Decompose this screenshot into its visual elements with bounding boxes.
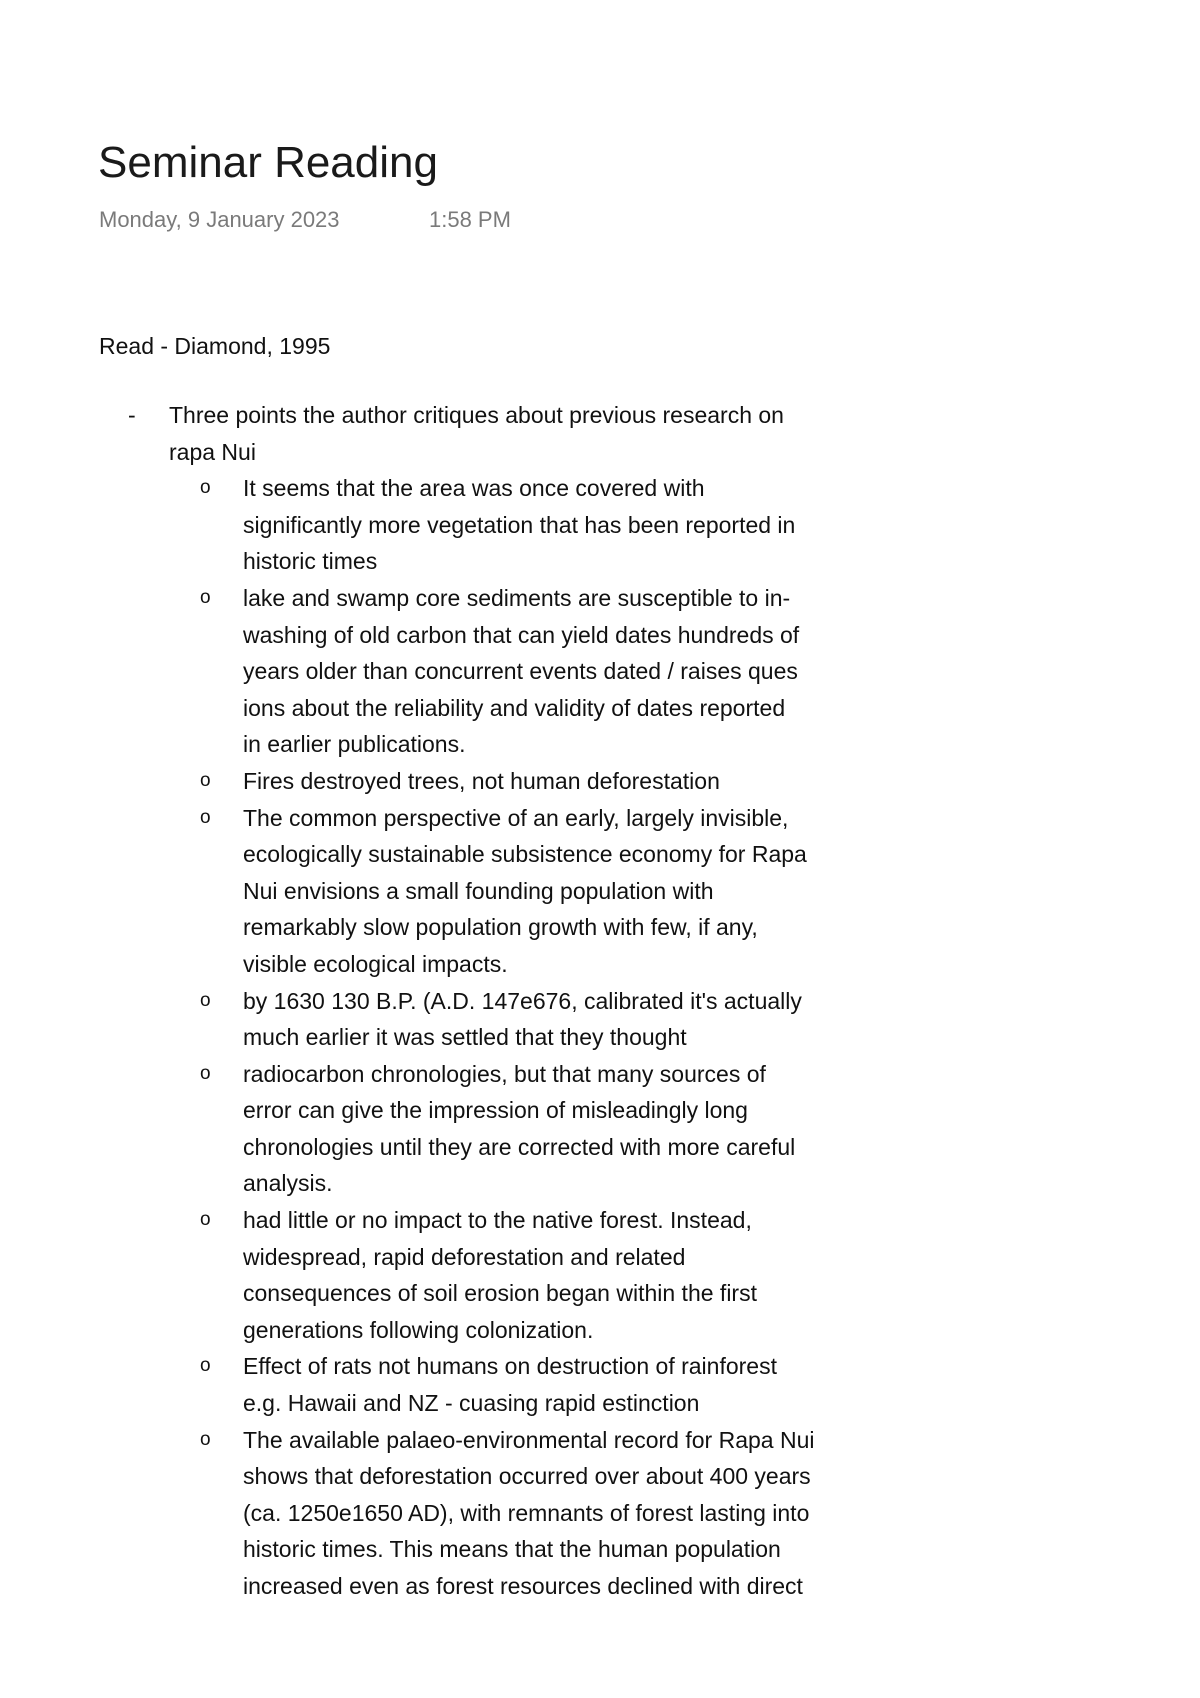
circle-bullet-icon: o [200,806,211,828]
list-item-line: historic times. This means that the human population [243,1536,781,1563]
list-item-line: increased even as forest resources declined with direct [243,1573,803,1599]
list-item-line: widespread, rapid deforestation and related [243,1243,686,1270]
list-item-line: error can give the impression of misleadingly long [243,1097,748,1124]
list-item-line: in earlier publications. [243,731,466,758]
circle-bullet-icon: o [200,1428,211,1450]
note-time: 1:58 PM [429,207,511,232]
dash-bullet: - [128,402,136,428]
list-item-line: analysis. [243,1170,333,1197]
list-item-line: consequences of soil erosion began within the first [243,1280,757,1307]
list-item-line: Effect of rats not humans on destruction of rainforest [243,1353,777,1380]
top-list-item [0,397,919,470]
list-item-line: lake and swamp core sediments are susceptible to in- [243,584,791,611]
sub-list-item [0,1422,933,1605]
list-item-line: years older than concurrent events dated / raises ques [243,658,798,685]
list-item-line: Nui envisions a small founding population with [243,877,714,904]
circle-bullet-icon: o [200,989,211,1011]
note-date: Monday, 9 January 2023 [99,207,340,232]
circle-bullet-icon: o [200,1062,211,1084]
circle-bullet-icon: o [200,1355,211,1377]
list-item-line: shows that deforestation occurred over about 400 years [243,1463,811,1490]
sub-list-item [0,1056,933,1202]
sub-list-item [0,580,933,763]
reading-heading: Read - Diamond, 1995 [99,333,331,359]
list-item-line: generations following colonization. [243,1316,594,1343]
sub-list-item [0,470,933,580]
sub-list-item [0,983,933,1056]
sub-list-item [0,1348,933,1421]
list-item-line: The common perspective of an early, largely invisible, [243,804,789,831]
list-item-line: Three points the author critiques about previous research on [169,402,784,428]
circle-bullet-icon: o [200,1209,211,1231]
list-item-line: (ca. 1250e1650 AD), with remnants of forest lasting into [243,1499,810,1526]
note-timestamp [99,205,511,235]
sub-list-item [0,763,933,800]
list-item-line: rapa Nui [169,438,256,465]
sub-list-item [0,1202,933,1348]
list-item-line: remarkably slow population growth with few, if any, [243,914,758,941]
list-item-line: historic times [243,548,378,575]
list-item-line: by 1630 130 B.P. (A.D. 147e676, calibrated it's actually [243,987,802,1014]
list-item-line: visible ecological impacts. [243,950,508,977]
list-item-line: washing of old carbon that can yield dates hundreds of [243,621,800,648]
list-item-line: ions about the reliability and validity of dates reported [243,694,786,721]
circle-bullet-icon: o [200,477,211,499]
list-item-line: The available palaeo-environmental record for Rapa Nui [243,1426,815,1453]
list-item-line: Fires destroyed trees, not human deforestation [243,767,720,794]
sub-list [0,470,1200,1604]
circle-bullet-icon: o [200,586,211,608]
sub-list-item [0,800,933,983]
list-item-line: had little or no impact to the native forest. Instead, [243,1207,752,1234]
list-item-line: chronologies until they are corrected with more careful [243,1133,796,1160]
reading-outline [0,397,1200,1605]
list-item-line: ecologically sustainable subsistence economy for Rapa [243,841,807,868]
list-item-line: significantly more vegetation that has been reported in [243,511,796,538]
page-title: Seminar Reading [98,138,438,187]
list-item-line: It seems that the area was once covered with [243,475,705,502]
circle-bullet-icon: o [200,769,211,791]
list-item-line: radiocarbon chronologies, but that many sources of [243,1060,766,1087]
list-item-line: much earlier it was settled that they thought [243,1024,687,1051]
list-item-line: e.g. Hawaii and NZ - cuasing rapid estinction [243,1390,700,1417]
